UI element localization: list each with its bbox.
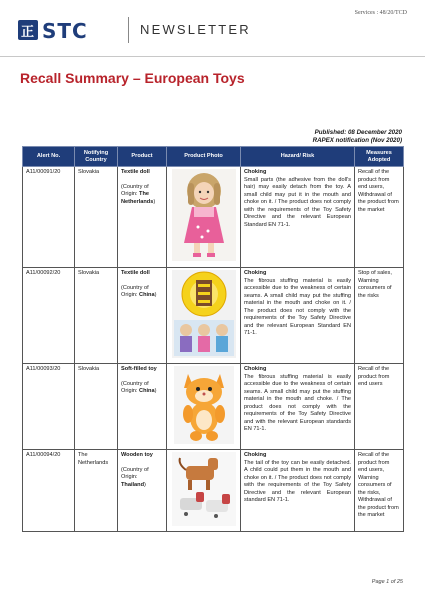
published-date: Published: 08 December 2020 (314, 129, 402, 136)
country-of-origin: (Country of Origin: China) (121, 380, 157, 395)
country-of-origin: (Country of Origin: The Netherlands) (121, 183, 156, 205)
product-photo-cell (167, 167, 241, 268)
alert-number: A11/00092/20 (23, 268, 75, 364)
orange-plush-cat-photo (174, 366, 234, 444)
packaged-dolls-photo (172, 270, 236, 358)
logo-mark: 正 (21, 25, 35, 40)
country-of-origin: (Country of Origin: Thailand) (121, 466, 149, 488)
notifying-country: Slovakia (75, 364, 118, 450)
notifying-country: The Netherlands (75, 450, 118, 532)
hazard-description: Small parts (the adhesive from the doll's hair) may easily detach from the toy. A small child may put it in the mouth and choke on it. / The product does not comply with the requirements of the Toy Safety Directive and the relevant European Standard EN 71-1. (244, 176, 351, 228)
hazard-cell (241, 364, 355, 450)
country-of-origin: (Country of Origin: China) (121, 284, 157, 299)
logo-mark-icon (18, 20, 38, 40)
hazard-description: The tail of the toy can be easily detached. A child could put them in the mouth and choke on it. / The product does not comply with the requirements of the Toy Safety Directive and the relevant European standard EN 71-1. (244, 459, 351, 504)
header-measures-adopted: Measures Adopted (355, 147, 404, 167)
product-name: Textile doll (121, 169, 150, 175)
product-cell (118, 167, 167, 268)
measures-adopted: Recall of the product from end users, Withdrawal of the product from the market (355, 167, 404, 268)
measures-adopted: Recall of the product from end users (355, 364, 404, 450)
hazard-description: The fibrous stuffing material is easily accessible due to the weakness of certain seams. A small child may put the stuffing material in the mouth and choke on it. / The product does not comply with the requirements of the Toy Safety Directive and the relevant European Standard EN 71-1. (244, 277, 351, 337)
wooden-animal-toys-photo (172, 452, 236, 526)
recall-table (22, 146, 404, 532)
notifying-country: Slovakia (75, 167, 118, 268)
header-notifying-country: Notifying Country (75, 147, 118, 167)
alert-number: A11/00091/20 (23, 167, 75, 268)
page-number: Page 1 of 25 (371, 579, 403, 585)
measures-adopted: Recall of the product from end users, Warning consumers of the risks, Withdrawal of the product from the market (355, 450, 404, 532)
product-name: Textile doll (121, 270, 150, 276)
hazard-cell (241, 450, 355, 532)
hazard-title: Choking (244, 366, 267, 372)
product-cell (118, 364, 167, 450)
table-row (23, 450, 404, 532)
product-name: Soft-filled toy (121, 366, 157, 372)
page-header (0, 0, 425, 58)
hazard-title: Choking (244, 452, 267, 458)
reference-code: Services : 48/20/TCD (354, 10, 407, 16)
product-photo-cell (167, 268, 241, 364)
hazard-description: The fibrous stuffing material is easily accessible due to the weakness of certain seams. A small child may put the stuffing material in the mouth and choke. / The product does not comply with the requirements of the Toy Safety Directive and with the relevant European standards EN 71-1. (244, 373, 351, 433)
product-cell (118, 268, 167, 364)
doll-with-pink-dress-photo (172, 169, 236, 261)
product-cell (118, 450, 167, 532)
stc-logo (18, 19, 113, 43)
measures-adopted: Stop of sales, Warning consumers of the risks (355, 268, 404, 364)
table-row (23, 167, 404, 268)
hazard-cell (241, 268, 355, 364)
page-title: Recall Summary – European Toys (20, 70, 245, 86)
alert-number: A11/00093/20 (23, 364, 75, 450)
table-row (23, 364, 404, 450)
product-photo-cell (167, 450, 241, 532)
header-hazard-risk: Hazard/ Risk (241, 147, 355, 167)
newsletter-label: NEWSLETTER (140, 22, 251, 37)
header-rule (0, 56, 425, 57)
header-product-photo: Product Photo (167, 147, 241, 167)
hazard-cell (241, 167, 355, 268)
notifying-country: Slovakia (75, 268, 118, 364)
header-alert-no: Alert No. (23, 147, 75, 167)
header-divider (128, 17, 129, 43)
table-header-row (23, 147, 404, 167)
rapex-notification: RAPEX notification (Nov 2020) (312, 137, 402, 144)
hazard-title: Choking (244, 270, 267, 276)
header-product: Product (118, 147, 167, 167)
logo-text: STC (42, 19, 88, 43)
table-row (23, 268, 404, 364)
product-photo-cell (167, 364, 241, 450)
alert-number: A11/00094/20 (23, 450, 75, 532)
hazard-title: Choking (244, 169, 267, 175)
product-name: Wooden toy (121, 452, 153, 458)
